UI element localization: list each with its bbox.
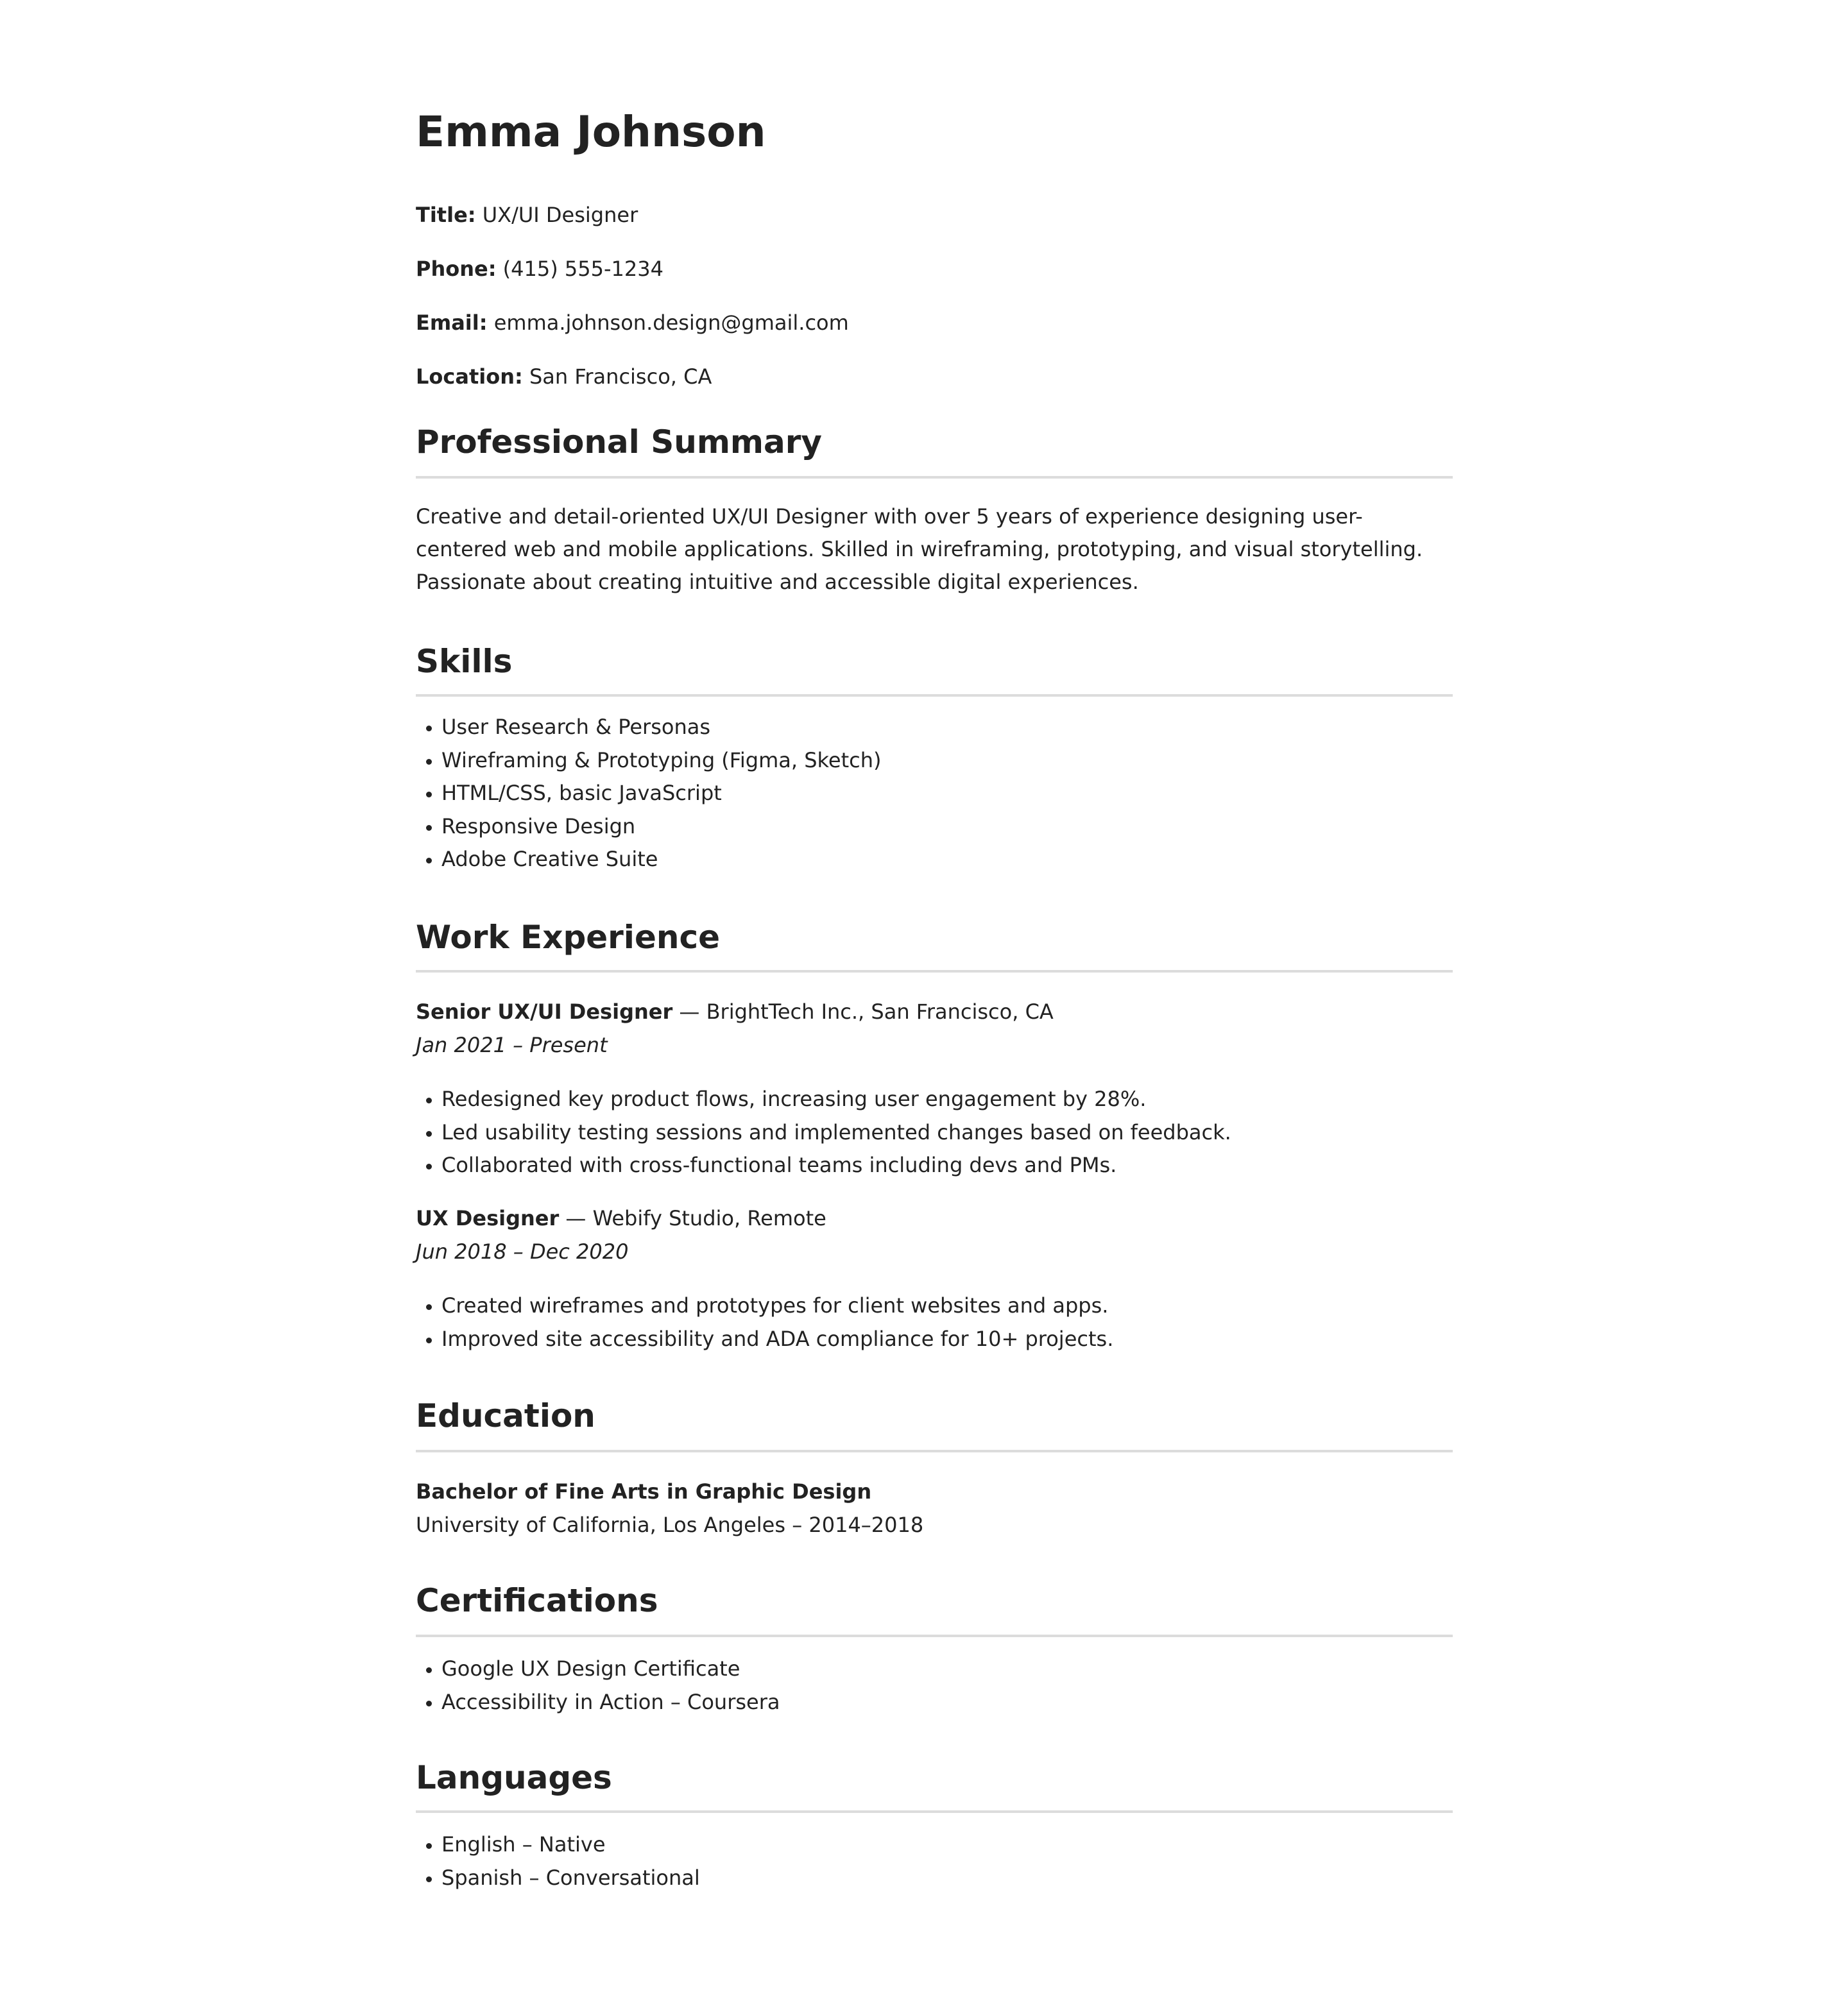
contact-title: [416, 203, 638, 227]
job-bullets: [416, 1289, 1113, 1356]
skills-divider: [416, 694, 1453, 697]
languages-divider: [416, 1810, 1453, 1813]
job-bullets: [416, 1083, 1231, 1182]
job-bullet: • Improved site accessibility and ADA compliance for 10+ projects.: [441, 1323, 1113, 1356]
contact-email: [416, 310, 849, 335]
summary-heading: Professional Summary: [416, 423, 823, 461]
job-role: UX Designer: [416, 1206, 560, 1230]
languages-heading: Languages: [416, 1759, 612, 1796]
education-divider: [416, 1450, 1453, 1452]
skills-heading: Skills: [416, 643, 513, 680]
phone-value: (415) 555-1234: [502, 257, 663, 281]
skills-list: [416, 711, 881, 876]
phone-label: Phone:: [416, 257, 497, 281]
languages-list: [416, 1828, 700, 1894]
skill-item: • Responsive Design: [441, 810, 881, 844]
job-dates: Jan 2021 – Present: [416, 1033, 608, 1057]
job-bullet: • Redesigned key product flows, increasing user engagement by 28%.: [441, 1083, 1231, 1116]
certifications-heading: Certifications: [416, 1582, 658, 1619]
education-degree: Bachelor of Fine Arts in Graphic Design: [416, 1479, 872, 1504]
title-label: Title:: [416, 203, 476, 227]
job-bullet: • Created wireframes and prototypes for client websites and apps.: [441, 1289, 1113, 1323]
skill-item: • HTML/CSS, basic JavaScript: [441, 777, 881, 810]
location-label: Location:: [416, 364, 523, 389]
skill-item: • Wireframing & Prototyping (Figma, Sketch): [441, 744, 881, 778]
experience-divider: [416, 970, 1453, 973]
job-company: — BrightTech Inc., San Francisco, CA: [672, 999, 1054, 1024]
language-item: • English – Native: [441, 1828, 700, 1862]
certification-item: • Google UX Design Certificate: [441, 1653, 780, 1686]
summary-divider: [416, 476, 1453, 479]
education-school: University of California, Los Angeles – 2014–2018: [416, 1513, 924, 1537]
skill-item: • User Research & Personas: [441, 711, 881, 744]
job-header: [416, 1206, 826, 1230]
contact-phone: [416, 257, 663, 281]
contact-location: [416, 364, 712, 389]
skill-item: • Adobe Creative Suite: [441, 843, 881, 876]
certification-item: • Accessibility in Action – Coursera: [441, 1686, 780, 1719]
email-value: emma.johnson.design@gmail.com: [493, 310, 849, 335]
job-company: — Webify Studio, Remote: [559, 1206, 826, 1230]
job-header: [416, 999, 1054, 1024]
job-dates: Jun 2018 – Dec 2020: [416, 1239, 629, 1264]
summary-text: Creative and detail-oriented UX/UI Designer with over 5 years of experience designing user-centered web and mobile applications. Skilled in wireframing, prototyping, and visual storytelling. Passionate about creating intuitive and accessible digital experiences.: [416, 504, 1423, 594]
location-value: San Francisco, CA: [529, 364, 712, 389]
experience-heading: Work Experience: [416, 919, 720, 956]
title-value: UX/UI Designer: [482, 203, 638, 227]
education-heading: Education: [416, 1397, 595, 1434]
language-item: • Spanish – Conversational: [441, 1862, 700, 1895]
job-bullet: • Collaborated with cross-functional teams including devs and PMs.: [441, 1149, 1231, 1182]
job-role: Senior UX/UI Designer: [416, 999, 673, 1024]
certifications-divider: [416, 1635, 1453, 1637]
candidate-name: Emma Johnson: [416, 107, 766, 157]
email-label: Email:: [416, 310, 488, 335]
certifications-list: [416, 1653, 780, 1719]
job-bullet: • Led usability testing sessions and implemented changes based on feedback.: [441, 1116, 1231, 1150]
